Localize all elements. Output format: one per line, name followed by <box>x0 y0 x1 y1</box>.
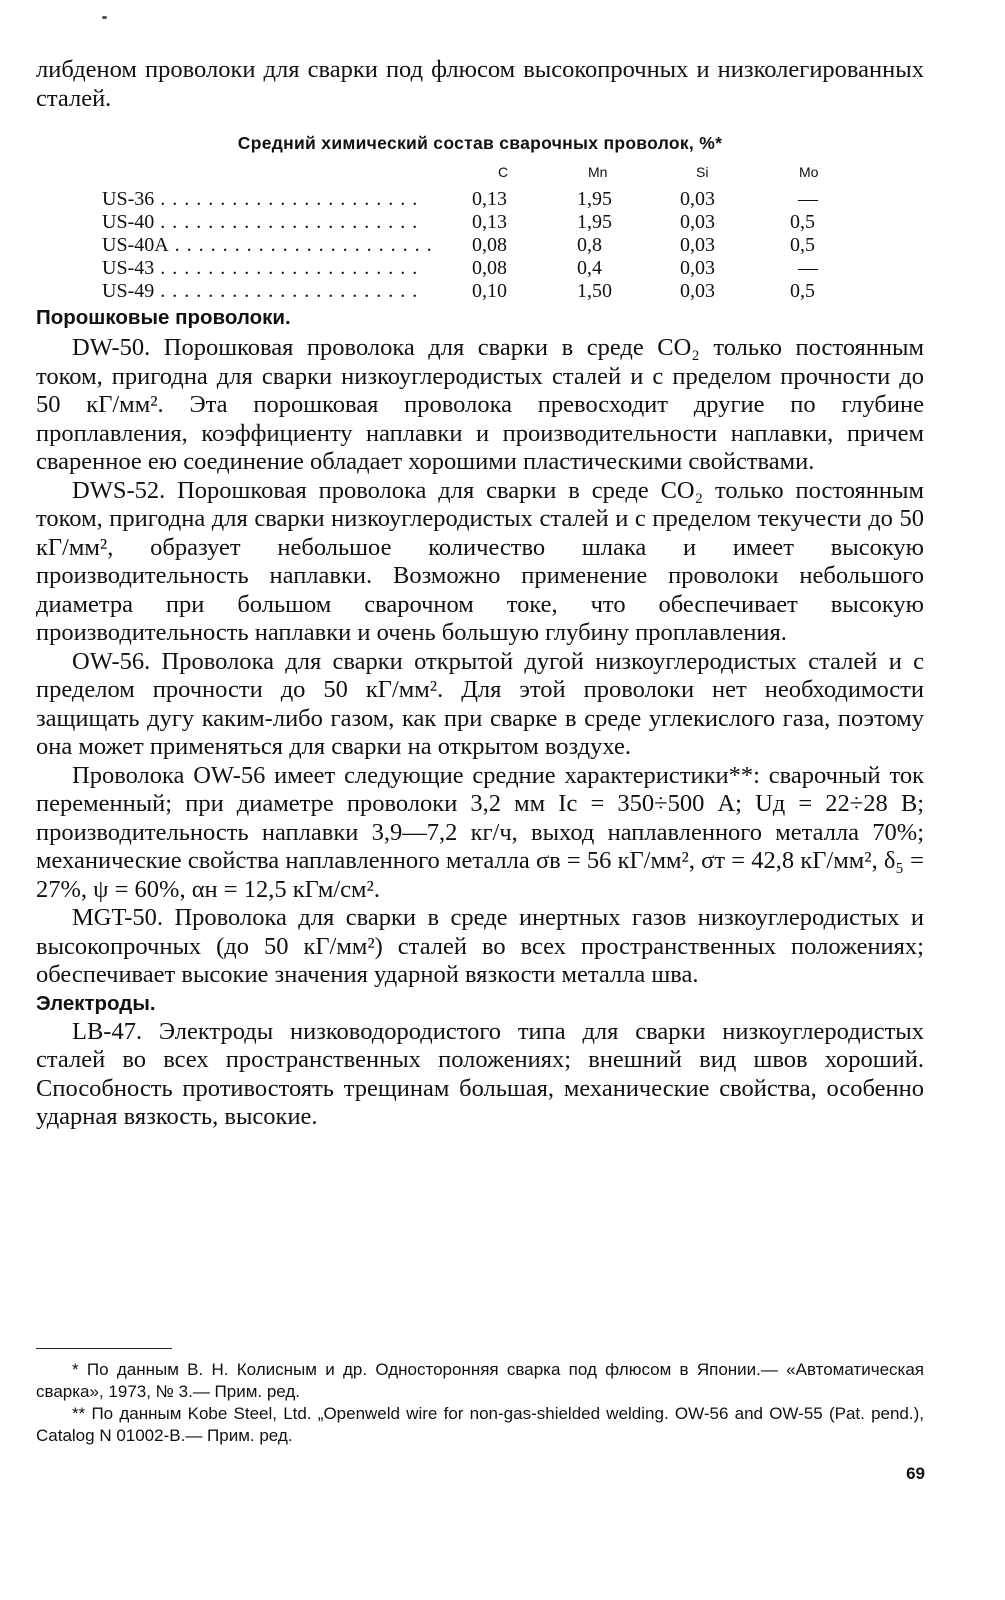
paragraph-dw-50: DW-50. Порошковая проволока для сварки в среде CO₂ только постоянным током, пригодна для сварки низкоуглеродистых сталей и с пределом прочности до 50 кГ/мм². Эта порошковая проволока превосходит другие по глубине проплавления, коэффициенту наплавки и производительности наплавки, причем сваренное ею соединение обладает хорошими пластическими свойствами. <box>36 334 924 475</box>
cell-mo: — <box>798 257 818 279</box>
cell-mn: 1,95 <box>577 188 612 210</box>
footnote-divider <box>36 1348 172 1349</box>
cell-si: 0,03 <box>680 211 715 233</box>
cell-c: 0,10 <box>472 280 507 302</box>
wire-name: US-49 . . . <box>102 280 502 303</box>
scan-speck <box>102 16 107 19</box>
footnote-1: * По данным В. Н. Колисным и др. Односторонняя сварка под флюсом в Японии.— «Автоматическая сварка», 1973, № 3.— Прим. ред. <box>36 1360 924 1401</box>
cell-mo: 0,5 <box>790 234 815 256</box>
page-content <box>36 56 924 1132</box>
paragraph-ow-56: OW-56. Проволока для сварки открытой дугой низкоуглеродистых сталей и с пределом прочности до 50 кГ/мм². Для этой проволоки нет необходимости защищать дугу каким-либо газом, как при сварке в среде углекислого газа, поэтому она может применяться для сварки на открытом воздухе. <box>36 647 924 760</box>
cell-si: 0,03 <box>680 234 715 256</box>
table-title: Средний химический состав сварочных проволок, %* <box>237 133 723 153</box>
column-header-mo: Mo <box>799 164 819 180</box>
cell-mn: 0,4 <box>577 257 602 279</box>
cell-c: 0,08 <box>472 234 507 256</box>
page-number: 69 <box>906 1464 925 1483</box>
wire-name: US-43 . . . <box>102 257 502 280</box>
cell-c: 0,13 <box>472 211 507 233</box>
cell-mn: 0,8 <box>577 234 602 256</box>
footnote-2: ** По данным Kobe Steel, Ltd. „Openweld wire for non-gas-shielded welding. OW-56 and OW-55 (Pat. pend.), Catalog N 01002-B.— Прим. ред. <box>36 1404 924 1445</box>
cell-c: 0,08 <box>472 257 507 279</box>
column-header-c: C <box>498 164 509 180</box>
wire-name: US-36 . . . <box>102 188 502 211</box>
cell-mo: 0,5 <box>790 280 815 302</box>
section-heading-electrodes: Электроды. <box>36 991 156 1015</box>
column-header-si: Si <box>696 164 709 180</box>
wire-name: US-40A . . . <box>102 234 502 257</box>
table-row <box>36 211 924 234</box>
main-text <box>36 304 924 1132</box>
column-header-mn: Mn <box>588 164 608 180</box>
paragraph-ow-56-characteristics: Проволока OW-56 имеет следующие средние характеристики**: сварочный ток переменный; при диаметре проволоки 3,2 мм Iс = 350÷500 А; Uд = 22÷28 В; производительность наплавки 3,9—7,2 кг/ч, выход наплавленного металла 70%; механические свойства наплавленного металла σв = 56 кГ/мм², σт = 42,8 кГ/мм², δ₅ = 27%, ψ = 60%, αн = 12,5 кГм/см². <box>36 761 924 903</box>
cell-mn: 1,95 <box>577 211 612 233</box>
wire-name: US-40 . . . <box>102 211 502 234</box>
cell-mn: 1,50 <box>577 280 612 302</box>
paragraph-mgt-50: MGT-50. Проволока для сварки в среде инертных газов низкоуглеродистых и высокопрочных (до 50 кГ/мм²) сталей во всех пространственных положениях; обеспечивает высокие значения ударной вязкости металла шва. <box>36 904 924 988</box>
section-heading-flux-cored-wires: Порошковые проволоки. <box>36 306 291 329</box>
cell-si: 0,03 <box>680 188 715 210</box>
footnotes <box>36 1348 924 1447</box>
cell-si: 0,03 <box>680 280 715 302</box>
cell-si: 0,03 <box>680 257 715 279</box>
cell-c: 0,13 <box>472 188 507 210</box>
intro-paragraph: либденом проволоки для сварки под флюсом высокопрочных и низколегированных сталей. <box>36 56 924 112</box>
cell-mo: — <box>798 188 818 210</box>
table-header-row <box>36 164 924 187</box>
paragraph-dws-52: DWS-52. Порошковая проволока для сварки в среде CO₂ только постоянным током, пригодна для сварки низкоуглеродистых сталей и с пределом текучести до 50 кГ/мм², образует небольшое количество шлака и имеет высокую производительность наплавки. Возможно применение проволоки небольшого диаметра при большом сварочном токе, что обеспечивает высокую производительность наплавки и очень большую глубину проплавления. <box>36 476 924 646</box>
table-row <box>36 257 924 280</box>
table-row <box>36 188 924 211</box>
table-row <box>36 280 924 303</box>
table-row <box>36 234 924 257</box>
paragraph-lb-47: LB-47. Электроды низководородистого типа для сварки низкоуглеродистых сталей во всех пространственных положениях; внешний вид швов хороший. Способность противостоять трещинам большая, механические свойства, особенно ударная вязкость, высокие. <box>36 1017 924 1130</box>
intro-block <box>36 56 924 113</box>
cell-mo: 0,5 <box>790 211 815 233</box>
composition-table <box>36 164 924 304</box>
